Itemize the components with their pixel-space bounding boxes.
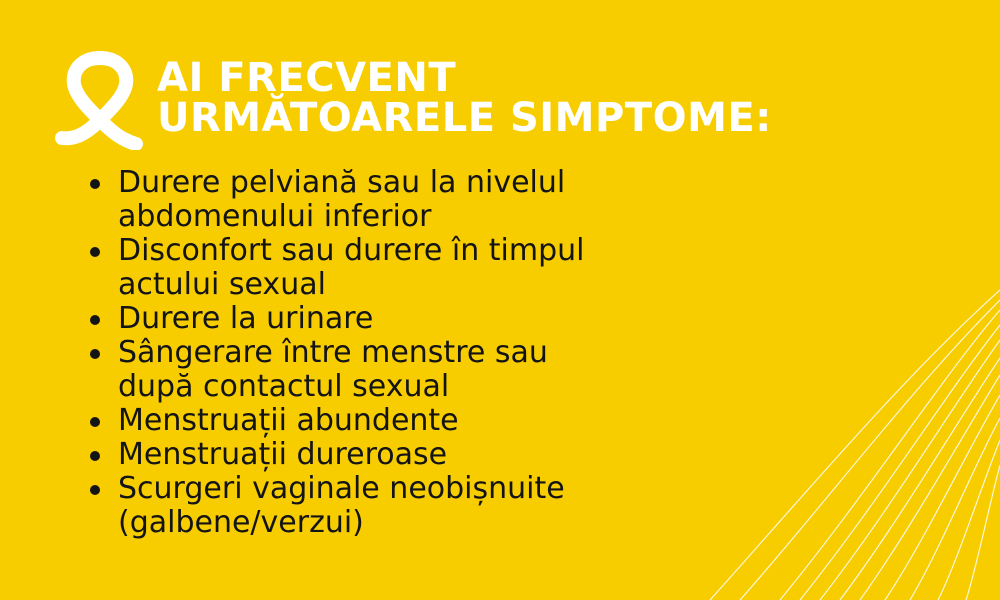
list-item [84, 404, 585, 438]
symptom-text: Disconfort sau durere în timpul [118, 233, 585, 268]
bullet-icon [90, 485, 100, 495]
list-item [84, 472, 585, 540]
symptom-text: Menstruații abundente [118, 403, 459, 438]
bullet-icon [90, 451, 100, 461]
symptom-text: (galbene/verzui) [118, 505, 364, 540]
symptom-text: actului sexual [118, 267, 326, 302]
awareness-ribbon-icon [52, 50, 148, 150]
symptom-list [84, 166, 585, 540]
title-line-1: AI FRECVENT [157, 55, 457, 101]
title-line-2: URMĂTOARELE SIMPTOME: [157, 95, 772, 141]
symptom-text: Scurgeri vaginale neobișnuite [118, 471, 565, 506]
bullet-icon [90, 417, 100, 427]
bullet-icon [90, 349, 100, 359]
symptom-text: abdomenului inferior [118, 199, 432, 234]
decorative-lines [700, 240, 1000, 600]
page-title [157, 55, 772, 141]
bullet-icon [90, 315, 100, 325]
symptom-text: după contactul sexual [118, 369, 450, 404]
bullet-icon [90, 247, 100, 257]
symptom-text: Menstruații dureroase [118, 437, 448, 472]
symptom-text: Durere la urinare [118, 301, 374, 336]
list-item [84, 234, 585, 302]
list-item [84, 438, 585, 472]
symptom-text: Durere pelviană sau la nivelul [118, 165, 566, 200]
list-item [84, 336, 585, 404]
list-item [84, 302, 585, 336]
list-item [84, 166, 585, 234]
bullet-icon [90, 179, 100, 189]
symptom-text: Sângerare între menstre sau [118, 335, 548, 370]
